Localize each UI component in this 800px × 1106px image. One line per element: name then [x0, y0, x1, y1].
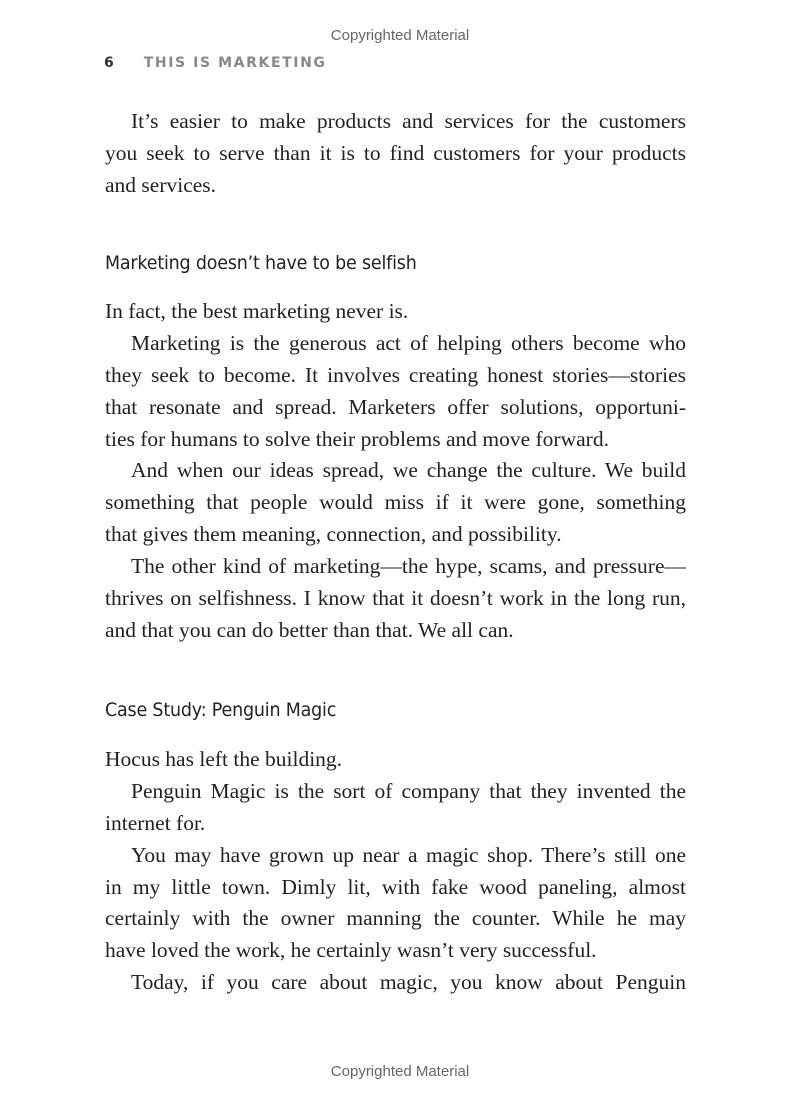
text-line: Penguin Magic is the sort of company that they invented the — [131, 778, 686, 803]
section-heading-case-study: Case Study: Penguin Magic — [105, 699, 337, 721]
text-line: and that you can do better than that. We all can. — [105, 617, 514, 642]
text-line: something that people would miss if it were gone, something — [105, 490, 686, 515]
text-line: ties for humans to solve their problems and move forward. — [105, 426, 609, 451]
running-head — [104, 55, 326, 71]
text-line: The other kind of marketing—the hype, scams, and pressure— — [131, 554, 686, 579]
text-line: Today, if you care about magic, you know about Penguin — [131, 970, 686, 995]
text-line: In fact, the best marketing never is. — [105, 299, 409, 323]
page-number: 6 — [104, 55, 114, 71]
text-line: in my little town. Dimly lit, with fake wood paneling, almost — [105, 874, 686, 899]
text-line: have loved the work, he certainly wasn’t very successful. — [105, 938, 597, 963]
section-heading-selfish: Marketing doesn’t have to be selfish — [105, 252, 417, 274]
text-line: thrives on selfishness. I know that it doesn’t work in the long run, — [105, 586, 686, 611]
text-line: that resonate and spread. Marketers offer solutions, opportuni- — [105, 394, 686, 419]
text-line: they seek to become. It involves creating honest stories—stories — [105, 362, 686, 387]
text-line: and services. — [105, 172, 217, 197]
copyright-watermark-top: Copyrighted Material — [330, 27, 470, 44]
section-selfish-body — [105, 296, 686, 647]
text-line: Hocus has left the building. — [105, 747, 343, 771]
intro-paragraph — [105, 106, 686, 202]
text-line: that gives them meaning, connection, and possibility. — [105, 522, 562, 547]
book-title: THIS IS MARKETING — [143, 55, 327, 71]
text-line: certainly with the owner manning the counter. While he may — [105, 906, 686, 931]
text-line: It’s easier to make products and services for the customers — [131, 109, 686, 133]
text-line: internet for. — [105, 810, 206, 835]
text-line: you seek to serve than it is to find customers for your products — [105, 140, 686, 165]
text-line: And when our ideas spread, we change the culture. We build — [131, 458, 686, 483]
copyright-watermark-bottom: Copyrighted Material — [330, 1063, 470, 1080]
section-case-study-body — [105, 744, 686, 999]
text-line: You may have grown up near a magic shop. There’s still one — [131, 842, 686, 867]
text-line: Marketing is the generous act of helping others become who — [131, 330, 686, 355]
